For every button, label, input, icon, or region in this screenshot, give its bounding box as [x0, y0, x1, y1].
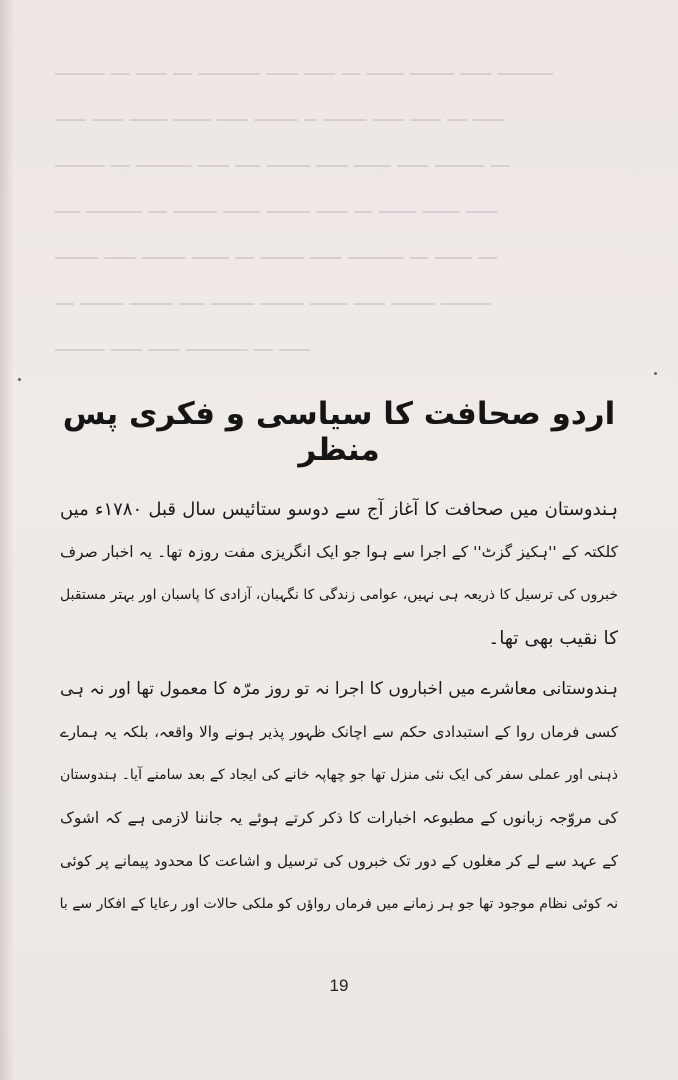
text-line: ذہنی اور عملی سفر کی ایک نئی منزل تھا جو چھاپہ خانے کی ایجاد کے بعد سامنے آیا۔ ہندوستان [60, 767, 618, 783]
page-number: 19 [329, 976, 349, 995]
text-line: کے عہد سے لے کر مغلوں کے دور تک خبروں کی ترسیل و اشاعت کا محدود پیمانے پر کوئی [60, 852, 618, 870]
paper-speck [654, 372, 657, 375]
text-line: ہندوستانی معاشرے میں اخباروں کا اجرا نہ تو روز مرّہ کا معمول تھا اور نہ ہی [60, 679, 618, 699]
text-line: کی مروّجہ زبانوں کے مطبوعہ اخبارات کا ذکر کرتے ہوئے یہ جاننا لازمی ہے کہ اشوک [60, 809, 618, 827]
text-line: خبروں کی ترسیل کا ذریعہ ہی نہیں، عوامی زندگی کا نگہبان، آزادی کا پاسبان اور بہتر مستقبل [60, 587, 618, 603]
text-line: کلکتہ کے ''ہکیز گزٹ'' کے اجرا سے ہوا جو ایک انگریزی مفت روزہ تھا۔ یہ اخبار صرف [60, 543, 618, 561]
paragraph [60, 668, 618, 926]
body-text [60, 488, 618, 934]
chapter-heading: اردو صحافت کا سیاسی و فکری پس منظر [62, 396, 616, 468]
paper-speck [18, 378, 21, 381]
text-line: کا نقیب بھی تھا۔ [488, 628, 618, 649]
paragraph [60, 488, 618, 660]
spine-shadow [0, 0, 14, 1080]
text-line: نہ کوئی نظام موجود تھا جو ہر زمانے میں فرماں رواؤں کو ملکی حالات اور رعایا کے افکار سے با [59, 896, 618, 912]
show-through-texture: ــــــــ ـــ ـــــ ـــ ــــــــــ ـــــ ـــــ ـــ ــــــ ـــــــ ـــــ ـــــــــ ـــــ ـــــ ــــــ ــــــ ـــــ ـــــــ ــ ـــــــ ـــــ ـــــ ـــ ـــــ ــــــــ ـــ ـــــــــ ـــــ ــــ ـــــــ ـــــ ــــــ ـــــ ــــــــ ـــ ــــ ـــــــــ ـــ ـــــــ ــــــ ـــــــ ـــــ ـــ ــــــ ــــــ ـــــ ـــــــ ـــــ ـــــــ ــــــ ـــ ـــــــ ـــــ ـــــــــ ـــ ــــــ ـــ ـــ ـــــــ ـــــــ ــــ ـــــــ ـــــــ ــــــ ـــــ ـــــــ ــــــــ ــــــــ ـــــ ـــــ ــــــــــ ـــ ـــــ [55, 56, 553, 356]
text-line: کسی فرماں روا کے استبدادی حکم سے اچانک ظہور پذیر ہونے والا واقعہ، بلکہ یہ ہمارے [60, 723, 618, 741]
text-line: ہندوستان میں صحافت کا آغاز آج سے دوسو ستائیس سال قبل ۱۷۸۰ء میں [60, 499, 618, 520]
